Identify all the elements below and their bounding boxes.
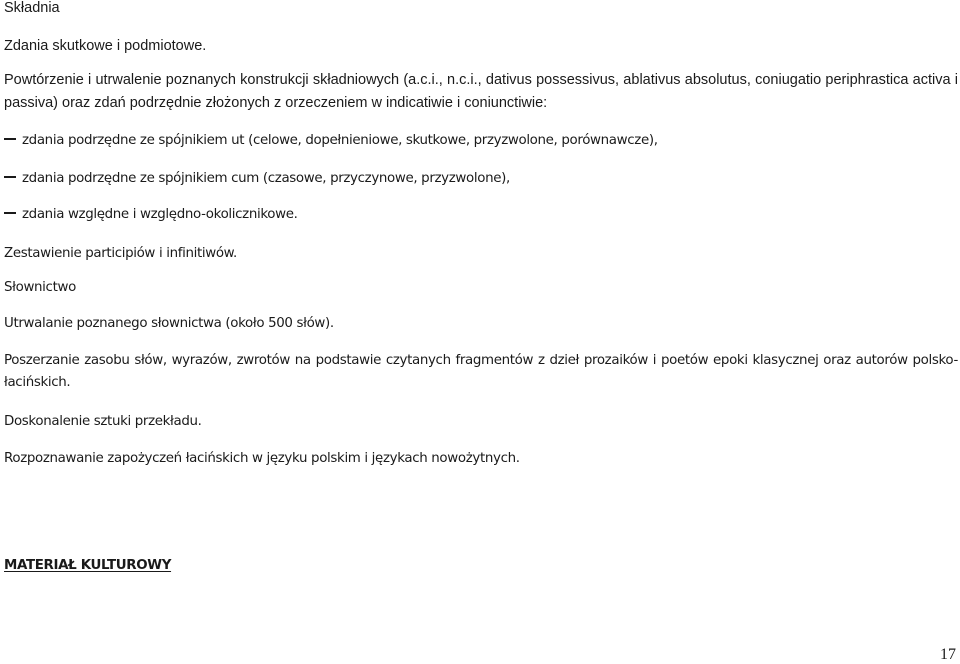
translation-skill-line: Doskonalenie sztuki przekładu.: [4, 414, 202, 429]
page-number: 17: [940, 646, 956, 663]
list-item-text: zdania względne i względno-okolicznikowe.: [22, 207, 298, 222]
list-item-text: zdania podrzędne ze spójnikiem cum (czasowe, przyczynowe, przyzwolone),: [22, 171, 510, 186]
dash-bullet: [4, 138, 16, 139]
vocab-expansion-paragraph: Poszerzanie zasobu słów, wyrazów, zwrotów na podstawie czytanych fragmentów z dzieł prozaików i poetów epoki klasycznej oraz autorów polsko-łacińskich.: [4, 353, 958, 390]
section-heading-syntax: Składnia: [4, 0, 60, 16]
list-item-clause-cum: [4, 170, 510, 188]
subheading-sentence-types: Zdania skutkowe i podmiotowe.: [4, 38, 207, 54]
loanwords-line: Rozpoznawanie zapożyczeń łacińskich w języku polskim i językach nowożytnych.: [4, 451, 520, 466]
vocab-consolidation-line: Utrwalanie poznanego słownictwa (około 500 słów).: [4, 316, 334, 331]
list-item-clause-relative: [4, 206, 298, 224]
participles-line: Zestawienie participiów i infinitiwów.: [4, 246, 237, 261]
dash-bullet: [4, 212, 16, 213]
list-item-clause-ut: [4, 132, 658, 150]
dash-bullet: [4, 176, 16, 177]
section-heading-culture: MATERIAŁ KULTUROWY: [4, 558, 172, 573]
list-item-text: zdania podrzędne ze spójnikiem ut (celowe, dopełnieniowe, skutkowe, przyzwolone, porównawcze),: [22, 133, 658, 148]
review-paragraph: Powtórzenie i utrwalenie poznanych konstrukcji składniowych (a.c.i., n.c.i., dativus possessivus, ablativus absolutus, coniugatio periphrastica activa i passiva) oraz zdań podrzędnie złożonych z orzeczeniem w indicatiwie i coniunctiwie:: [4, 72, 958, 111]
section-heading-vocabulary: Słownictwo: [4, 280, 76, 295]
